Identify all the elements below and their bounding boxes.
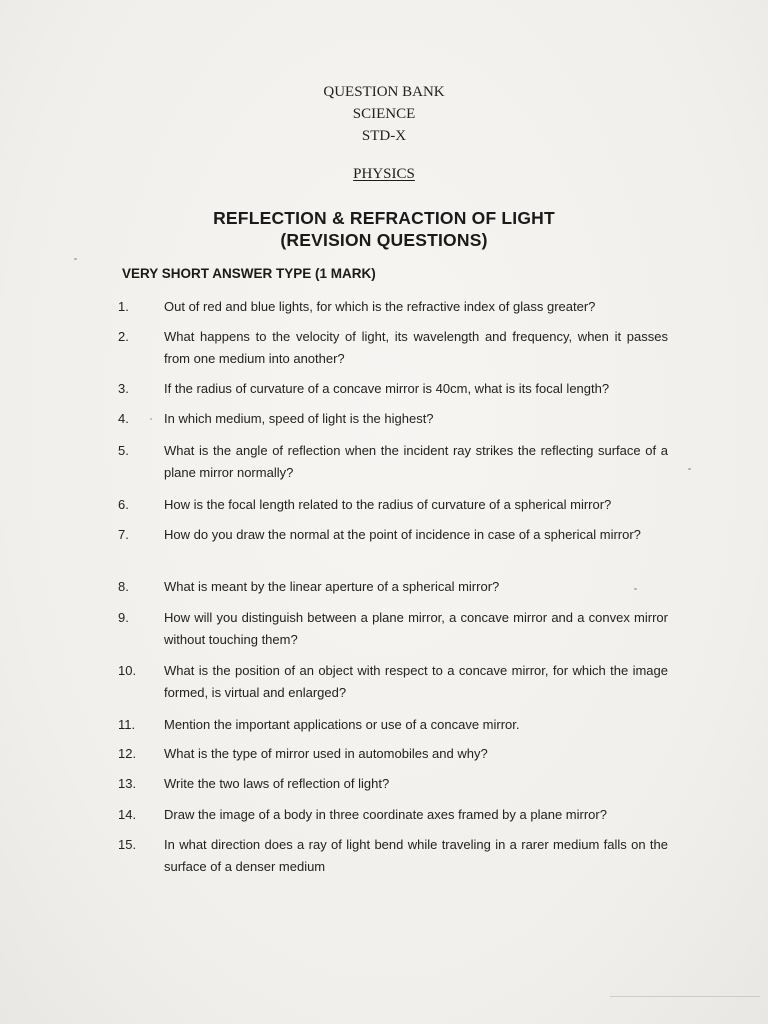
question-text: If the radius of curvature of a concave mirror is 40cm, what is its focal length? [164,381,610,396]
question-item [118,494,668,516]
question-number: 12. [118,746,137,761]
question-number: 9. [118,610,129,625]
question-text: What is the position of an object with respect to a concave mirror, for which the image formed, is virtual and enlarged? [164,663,668,700]
question-item [118,660,668,704]
question-text: Out of red and blue lights, for which is the refractive index of glass greater? [164,299,596,314]
question-text: What happens to the velocity of light, its wavelength and frequency, when it passes from one medium into another? [164,329,668,366]
subject-heading [0,166,768,183]
subject-label: PHYSICS [353,166,415,182]
question-number: 5. [118,443,129,458]
section-heading: VERY SHORT ANSWER TYPE (1 MARK) [122,266,376,281]
scan-speck [688,468,691,470]
question-item [118,773,668,795]
chapter-subtitle: (REVISION QUESTIONS) [280,230,488,250]
header-standard: STD-X [361,128,407,144]
question-number: 6. [118,497,129,512]
question-text: Draw the image of a body in three coordinate axes framed by a plane mirror? [164,807,607,822]
question-text: In what direction does a ray of light bend while traveling in a rarer medium falls on the surface of a denser medium [164,837,668,874]
question-item [118,378,668,400]
scan-artifact-line [610,996,760,997]
question-text: What is the type of mirror used in automobiles and why? [164,746,488,761]
question-number: 13. [118,776,137,791]
question-item [118,714,668,736]
question-item [118,408,668,430]
question-text: How will you distinguish between a plane mirror, a concave mirror and a convex mirror without touching them? [164,610,668,647]
scan-speck [150,418,152,420]
scan-speck [74,258,77,260]
question-number: 2. [118,329,129,344]
header-question-bank: QUESTION BANK [323,84,445,100]
question-item [118,804,668,826]
question-item [118,440,668,484]
question-number: 11. [118,717,136,732]
question-text: What is meant by the linear aperture of a spherical mirror? [164,579,500,594]
question-number: 3. [118,381,129,396]
question-text: In which medium, speed of light is the highest? [164,411,434,426]
scan-speck [634,588,637,590]
question-text: How is the focal length related to the radius of curvature of a spherical mirror? [164,497,612,512]
question-number: 8. [118,579,129,594]
question-text: Mention the important applications or use of a concave mirror. [164,717,520,732]
question-number: 10. [118,663,137,678]
header-science: SCIENCE [352,106,416,122]
question-number: 1. [118,299,129,314]
question-item [118,576,668,598]
question-item [118,607,668,651]
question-number: 14. [118,807,137,822]
question-item [118,524,668,546]
question-text: Write the two laws of reflection of light? [164,776,390,791]
question-item [118,834,668,878]
question-text: What is the angle of reflection when the incident ray strikes the reflecting surface of a plane mirror normally? [164,443,668,480]
question-item [118,296,668,318]
question-item [118,326,668,370]
question-number: 4. [118,411,129,426]
chapter-title: REFLECTION & REFRACTION OF LIGHT [213,208,555,228]
question-item [118,743,668,765]
question-number: 15. [118,837,137,852]
question-text: How do you draw the normal at the point of incidence in case of a spherical mirror? [164,527,641,542]
question-number: 7. [118,527,129,542]
